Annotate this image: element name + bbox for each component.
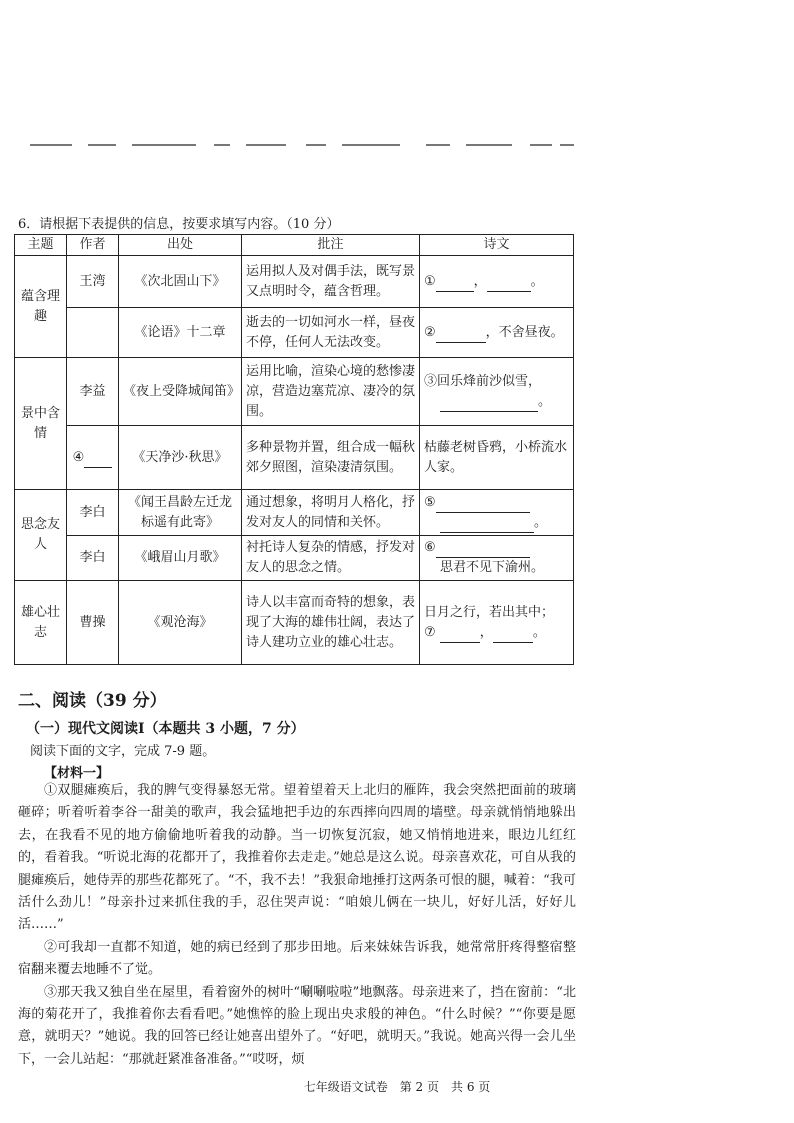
answer-blank[interactable] bbox=[440, 397, 538, 412]
answer-blank[interactable] bbox=[440, 518, 534, 533]
blank-marker: ② bbox=[424, 324, 436, 340]
table-header-row bbox=[15, 235, 574, 256]
poem-tail: 。 bbox=[538, 393, 552, 409]
passage-paragraph: ③那天我又独自坐在屋里，看着窗外的树叶“唰唰啦啦”地飘落。母亲进来了，挡在窗前：“北海的菊花开了，我推着你去看看吧。”她憔悴的脸上现出央求般的神色。“什么时候？”“你要是愿意，就明天？”她说。我的回答已经让她喜出望外了。“好吧，就明天。”我说。她高兴得一会儿坐下，一会儿站起：“那就赶紧准备准备。”“哎呀，烦 bbox=[18, 984, 576, 1067]
top-decorative-dashes bbox=[30, 144, 570, 150]
question-6-prompt: 6．请根据下表提供的信息，按要求填写内容。（10 分） bbox=[18, 217, 340, 232]
theme-cell: 雄心壮志 bbox=[15, 581, 67, 665]
blank-marker: ④ bbox=[72, 449, 85, 465]
author-cell bbox=[67, 308, 119, 358]
author-cell bbox=[67, 426, 119, 490]
answer-blank[interactable] bbox=[436, 277, 474, 292]
theme-cell: 景中含情 bbox=[15, 358, 67, 490]
section-2-title: 二、阅读（39 分） bbox=[18, 691, 167, 711]
theme-cell: 思念友人 bbox=[15, 490, 67, 581]
header-source: 出处 bbox=[119, 235, 242, 256]
poem-cell bbox=[420, 536, 574, 581]
material-label: 【材料一】 bbox=[44, 766, 110, 781]
page-footer: 七年级语文试卷 第 2 页 共 6 页 bbox=[303, 1080, 491, 1094]
poem-tail: 。 bbox=[532, 624, 546, 640]
note-cell: 诗人以丰富而奇特的想象，表现了大海的雄伟壮阔，表达了诗人建功立业的雄心壮志。 bbox=[242, 581, 420, 665]
author-cell: 李益 bbox=[67, 358, 119, 426]
note-cell: 逝去的一切如河水一样，昼夜不停，任何人无法改变。 bbox=[242, 308, 420, 358]
poem-tail: 。 bbox=[534, 514, 548, 530]
table-row bbox=[15, 256, 574, 308]
note-cell: 衬托诗人复杂的情感，抒发对友人的思念之情。 bbox=[242, 536, 420, 581]
poem-tail: ，不舍昼夜。 bbox=[485, 324, 564, 340]
passage-paragraph: ①双腿瘫痪后，我的脾气变得暴怒无常。望着望着天上北归的雁阵，我会突然把面前的玻璃砸碎；听着听着李谷一甜美的歌声，我会猛地把手边的东西摔向四周的墙壁。母亲就悄悄地躲出去，在我看不见的地方偷偷地听着我的动静。当一切恢复沉寂，她又悄悄地进来，眼边儿红红的，看着我。“听说北海的花都开了，我推着你去走走。”她总是这么说。母亲喜欢花，可自从我的腿瘫痪后，她侍弄的那些花都死了。“不，我不去！”我狠命地捶打这两条可恨的腿，喊着：“我可活什么劲儿！”母亲扑过来抓住我的手，忍住哭声说：“咱娘儿俩在一块儿，好好儿活，好好儿活……” bbox=[18, 783, 576, 933]
author-cell: 曹操 bbox=[67, 581, 119, 665]
answer-blank[interactable] bbox=[487, 277, 531, 292]
poem-cell bbox=[420, 490, 574, 536]
source-cell: 《次北固山下》 bbox=[119, 256, 242, 308]
poem-text: 思君不见下渝州。 bbox=[440, 560, 545, 575]
source-cell: 《观沧海》 bbox=[119, 581, 242, 665]
reading-passage bbox=[18, 780, 576, 1071]
passage-paragraph: ②可我却一直都不知道，她的病已经到了那步田地。后来妹妹告诉我，她常常肝疼得整宿整宿翻来覆去地睡不了觉。 bbox=[18, 939, 576, 978]
header-note: 批注 bbox=[242, 235, 420, 256]
source-cell: 《天净沙·秋思》 bbox=[119, 426, 242, 490]
note-cell: 运用拟人及对偶手法，既写景又点明时令，蕴含哲理。 bbox=[242, 256, 420, 308]
table-row bbox=[15, 581, 574, 665]
answer-blank[interactable] bbox=[436, 328, 486, 343]
table-row bbox=[15, 358, 574, 426]
theme-cell: 蕴含理趣 bbox=[15, 256, 67, 358]
source-cell: 《夜上受降城闻笛》 bbox=[119, 358, 242, 426]
subsection-title: （一）现代文阅读Ⅰ（本题共 3 小题，7 分） bbox=[26, 721, 305, 737]
table-row bbox=[15, 426, 574, 490]
table-row bbox=[15, 490, 574, 536]
blank-marker: ⑤ bbox=[424, 494, 436, 510]
reading-instruction: 阅读下面的文字，完成 7-9 题。 bbox=[30, 744, 216, 759]
blank-marker: ⑥ bbox=[424, 540, 436, 555]
author-cell: 王湾 bbox=[67, 256, 119, 308]
source-cell: 《峨眉山月歌》 bbox=[119, 536, 242, 581]
poem-tail: 。 bbox=[530, 273, 544, 289]
answer-blank[interactable] bbox=[436, 498, 530, 513]
table-row bbox=[15, 308, 574, 358]
blank-marker: ⑦ bbox=[424, 624, 436, 640]
poem-text: ③回乐烽前沙似雪， bbox=[424, 373, 542, 389]
poem-cell: 日月之行，若出其中； ⑦ ， 。 bbox=[420, 581, 574, 665]
poem-cell bbox=[420, 308, 574, 358]
header-author: 作者 bbox=[67, 235, 119, 256]
blank-marker: ① bbox=[424, 273, 436, 289]
poetry-info-table bbox=[14, 234, 574, 665]
header-poem: 诗文 bbox=[420, 235, 574, 256]
note-cell: 运用比喻，渲染心境的愁惨凄凉，营造边塞荒凉、凄冷的氛围。 bbox=[242, 358, 420, 426]
author-cell: 李白 bbox=[67, 536, 119, 581]
answer-blank[interactable] bbox=[440, 628, 480, 643]
source-cell: 《论语》十二章 bbox=[119, 308, 242, 358]
note-cell: 通过想象，将明月人格化，抒发对友人的同情和关怀。 bbox=[242, 490, 420, 536]
poem-cell bbox=[420, 358, 574, 426]
note-cell: 多种景物并置，组合成一幅秋郊夕照图，渲染凄清氛围。 bbox=[242, 426, 420, 490]
author-cell: 李白 bbox=[67, 490, 119, 536]
answer-blank[interactable] bbox=[436, 543, 530, 558]
answer-blank[interactable] bbox=[84, 453, 112, 468]
answer-blank[interactable] bbox=[493, 628, 533, 643]
table-row bbox=[15, 536, 574, 581]
source-cell: 《闻王昌龄左迁龙标遥有此寄》 bbox=[119, 490, 242, 536]
poem-cell: ① ， 。 bbox=[420, 256, 574, 308]
poem-cell: 枯藤老树昏鸦，小桥流水人家。 bbox=[420, 426, 574, 490]
header-theme: 主题 bbox=[15, 235, 67, 256]
poem-text: 日月之行，若出其中； bbox=[424, 604, 555, 620]
